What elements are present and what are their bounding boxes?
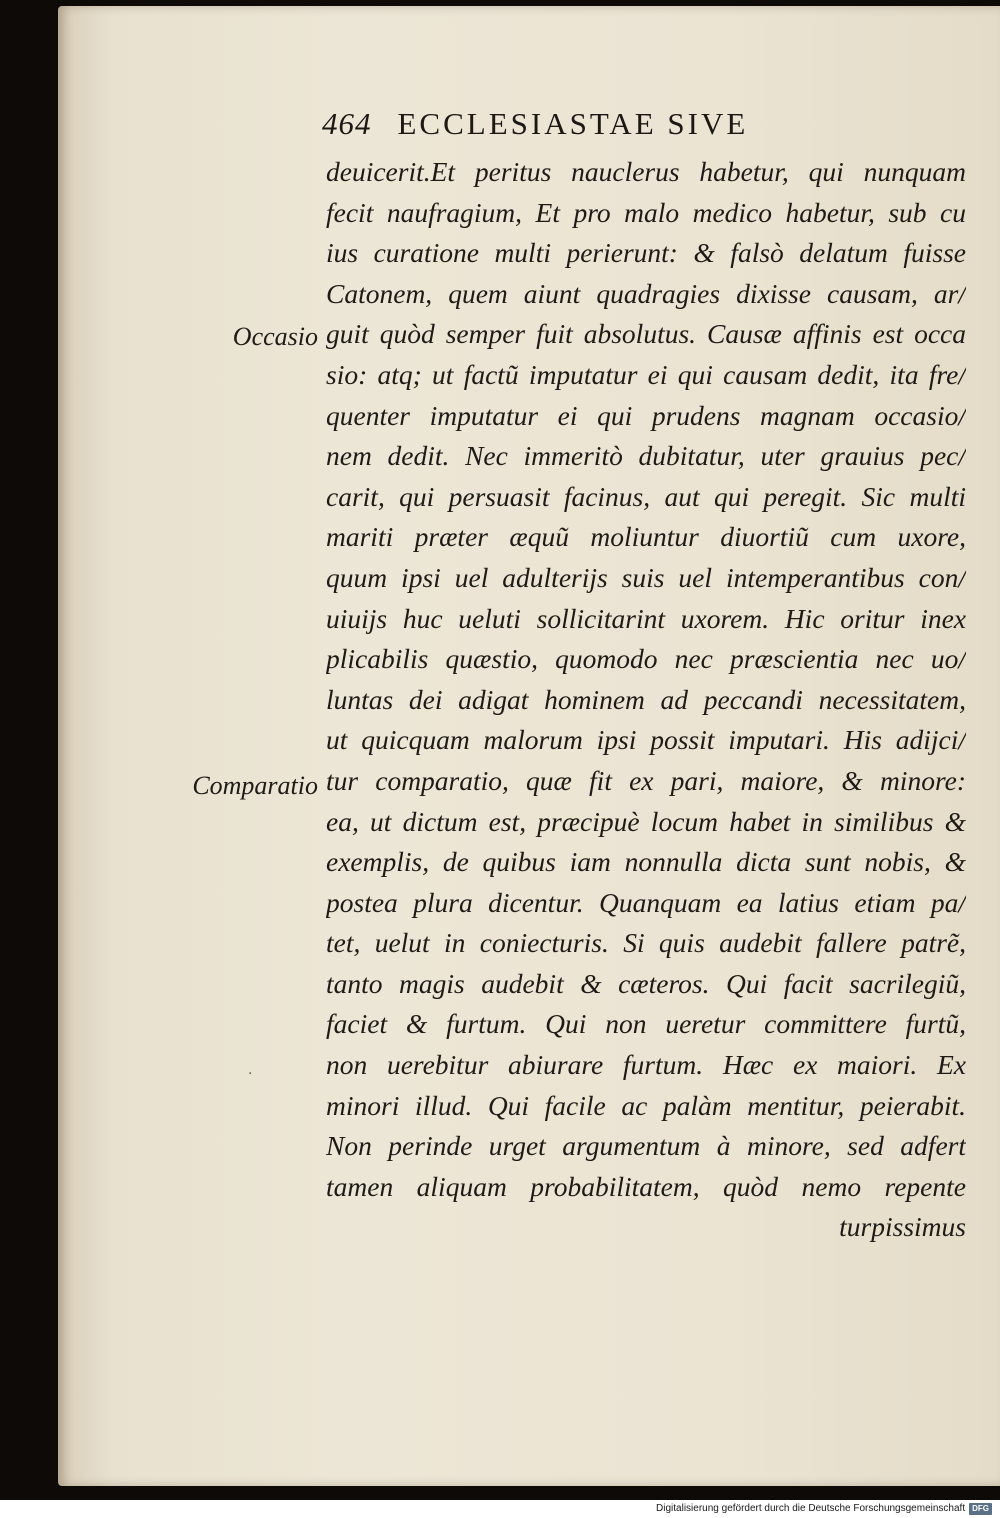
text-line: tur comparatio, quæ fit ex pari, maiore, & minore: <box>326 764 966 796</box>
text-line: fecit naufragium, Et pro malo medico habetur, sub cu <box>326 196 966 228</box>
text-line: ut quicquam malorum ipsi possit imputari. His adijci/ <box>326 724 966 756</box>
text-line: sio: atq; ut factũ imputatur ei qui causam dedit, ita fre/ <box>326 358 966 390</box>
text-line: ius curatione multi perierunt: & falsò delatum fuisse <box>326 237 966 269</box>
text-line: exemplis, de quibus iam nonnulla dicta sunt nobis, & <box>326 846 966 878</box>
text-line: non uerebitur abiurare furtum. Hæc ex maiori. Ex <box>326 1049 966 1081</box>
text-line: deuicerit.Et peritus nauclerus habetur, qui nunquam <box>326 156 966 187</box>
text-line: nem dedit. Nec immeritò dubitatur, uter grauius pec/ <box>326 440 966 472</box>
text-line: plicabilis quæstio, quomodo nec præscientia nec uo/ <box>326 643 966 675</box>
margin-note-comparatio: Comparatio <box>192 771 318 800</box>
dfg-logo-icon: DFG <box>969 1503 992 1515</box>
text-line: tamen aliquam probabilitatem, quòd nemo repente <box>326 1170 966 1202</box>
text-line: luntas dei adigat hominem ad peccandi necessitatem, <box>326 683 966 715</box>
text-line: tet, uelut in coniecturis. Si quis audebit fallere patrẽ, <box>326 927 966 959</box>
catchword: turpissimus <box>839 1211 966 1243</box>
text-line: ea, ut dictum est, præcipuè locum habet in similibus & <box>326 805 966 837</box>
text-line: guit quòd semper fuit absolutus. Causæ affinis est occa <box>326 318 966 350</box>
margin-note-occasio: Occasio <box>232 322 318 351</box>
footer-credit <box>656 1501 992 1517</box>
page-header <box>322 106 748 150</box>
text-line: carit, qui persuasit facinus, aut qui peregit. Sic multi <box>326 480 966 512</box>
page-speck: · <box>248 1066 253 1082</box>
text-line: quenter imputatur ei qui prudens magnam occasio/ <box>326 399 966 431</box>
text-line: faciet & furtum. Qui non ueretur committere furtũ, <box>326 1008 966 1040</box>
funding-note: Digitalisierung gefördert durch die Deutsche Forschungsgemeinschaft <box>656 1503 966 1514</box>
text-line: postea plura dicentur. Quanquam ea latius etiam pa/ <box>326 886 966 918</box>
text-line: tanto magis audebit & cæteros. Qui facit sacrilegiũ, <box>326 967 966 999</box>
text-line: mariti præter æquũ moliuntur diuortiũ cum uxore, <box>326 521 966 553</box>
text-line: quum ipsi uel adulterijs suis uel intemperantibus con/ <box>326 561 966 593</box>
text-line: Catonem, quem aiunt quadragies dixisse causam, ar/ <box>326 277 966 309</box>
text-line: uiuijs huc ueluti sollicitarint uxorem. Hic oritur inex <box>326 602 966 634</box>
body-text <box>326 152 966 1248</box>
page-number: 464 <box>322 106 372 141</box>
text-line: Non perinde urget argumentum à minore, sed adfert <box>326 1130 966 1162</box>
running-title: ECCLESIASTAE SIVE <box>397 106 749 141</box>
text-line: minori illud. Qui facile ac palàm mentitur, peierabit. <box>326 1089 966 1121</box>
